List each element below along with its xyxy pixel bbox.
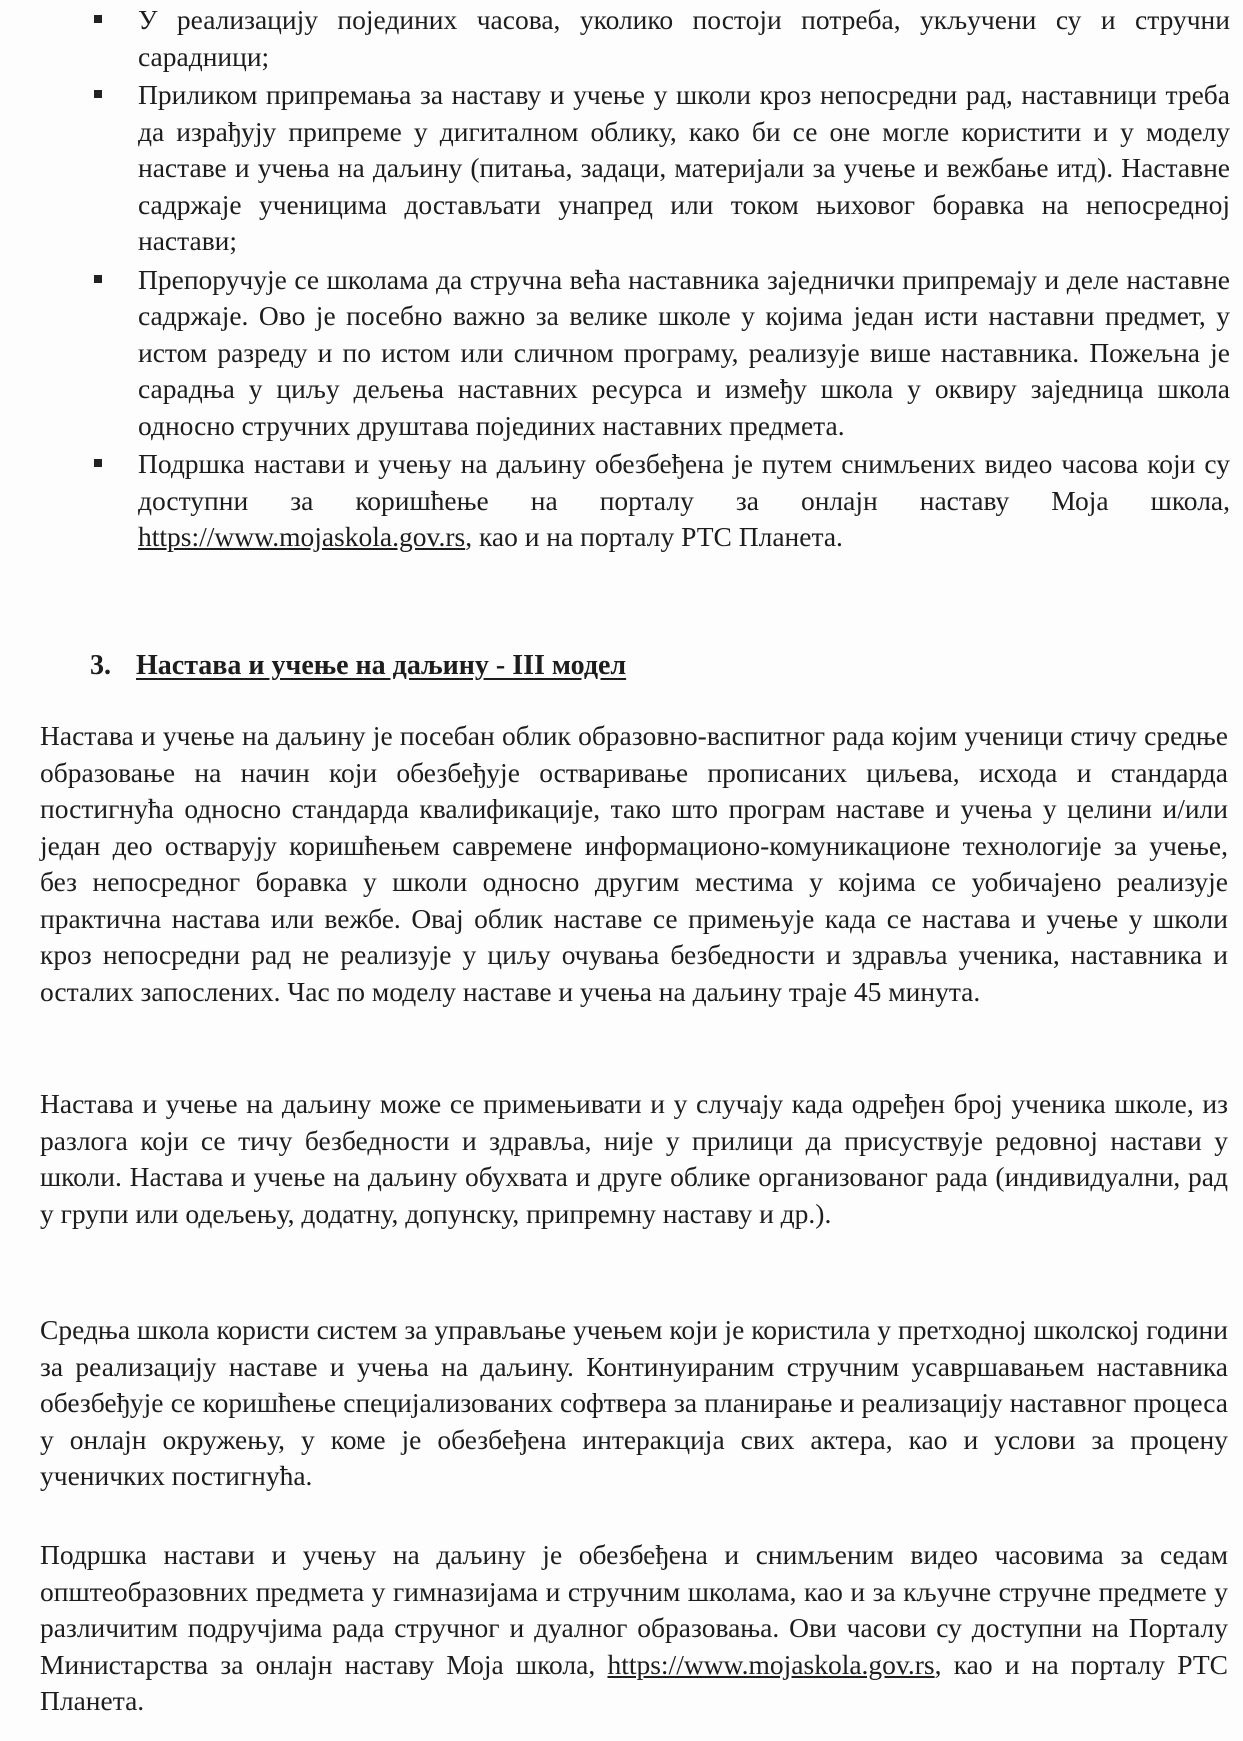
- bullet-text: У реализацију појединих часова, уколико постоји потреба, укључени су и стручни сарадници;: [138, 4, 1230, 72]
- square-bullet-icon: [94, 275, 102, 283]
- bullet-text-tail: , као и на порталу РТС Планета.: [465, 521, 843, 552]
- paragraph-text-tail: , као и на порталу РТС Планета.: [40, 1648, 1228, 1716]
- section-title: Настава и учење на даљину - III модел: [136, 650, 627, 681]
- list-item: [90, 77, 1230, 260]
- mojaskola-link[interactable]: https://www.mojaskola.gov.rs: [138, 521, 466, 552]
- section-number: 3.: [90, 650, 111, 681]
- paragraph: Настава и учење на даљину је посебан облик образовно-васпитног рада којим ученици стичу средње образовање на начин који обезбеђује остваривање прописаних циљева, исхода и стандарда постигнућа односно стандарда квалификације, тако што програм наставе и учења у целини и/или један део остварују коришћењем савремене информационо-комуникационе технологије за учење, без непосредног боравка у школи односно другим местима у којима се уобичајено реализује практична настава или вежбе. Овај облик наставе се примењује када се настава и учење у школи кроз непосредни рад не реализује у циљу очувања безбедности и здравља ученика, наставника и осталих запослених. Час по моделу наставе и учења на даљину траје 45 минута.: [40, 720, 1228, 1007]
- bullet-text: Подршка настави и учењу на даљину обезбеђена је путем снимљених видео часова који су доступни за коришћење на порталу за онлајн наставу Моја школа,: [138, 448, 1230, 516]
- bullet-text: Препоручује се школама да стручна већа наставника заједнички припремају и деле наставне садржаје. Ово је посебно важно за велике школе у којима један исти наставни предмет, у истом разреду и по истом или сличном програму, реализује више наставника. Пожељна је сарадња у циљу дељења наставних ресурса и између школа у оквиру заједница школа односно стручних друштава појединих наставних предмета.: [138, 263, 1230, 441]
- list-item: [90, 2, 1230, 75]
- mojaskola-link[interactable]: https://www.mojaskola.gov.rs: [607, 1648, 935, 1680]
- square-bullet-icon: [94, 15, 102, 23]
- list-item: [90, 262, 1230, 445]
- paragraph: [40, 1537, 1228, 1720]
- square-bullet-icon: [94, 90, 102, 98]
- paragraph: Средња школа користи систем за управљање учењем који је користила у претходној школској години за реализацију наставе и учења на даљину. Континуираним стручним усавршавањем наставника обезбеђује се коришћење специјализованих софтвера за планирање и реализацију наставног процеса у онлајн окружењу, у коме је обезбеђена интеракција свих актера, као и услови за процену ученичких постигнућа.: [40, 1314, 1228, 1491]
- section-heading: [90, 648, 626, 684]
- list-item: [90, 446, 1230, 556]
- bullet-text: Приликом припремања за наставу и учење у школи кроз непосредни рад, наставници треба да израђују припреме у дигиталном облику, како би се оне могле користити и у моделу наставе и учења на даљину (питања, задаци, материјали за учење и вежбање итд). Наставне садржаје ученицима достављати унапред или током њиховог боравка на непосредној настави;: [138, 79, 1230, 256]
- square-bullet-icon: [94, 459, 102, 467]
- paragraph-text: Подршка настави и учењу на даљину је обезбеђена и снимљеним видео часовима за седам општеобразовних предмета у гимназијама и стручним школама, као и за кључне стручне предмете у различитим подручјима рада стручног и дуалног образовања. Ови часови су доступни на Порталу Министарства за онлајн наставу Моја школа,: [40, 1539, 1228, 1680]
- paragraph: Настава и учење на даљину може се примењивати и у случају када одређен број ученика школе, из разлога који се тичу безбедности и здравља, није у прилици да присуствује редовној настави у школи. Настава и учење на даљину обухвата и друге облике организованог рада (индивидуални, рад у групи или одељењу, додатну, допунску, припремну наставу и др.).: [40, 1088, 1228, 1229]
- bullet-list: [90, 2, 1230, 558]
